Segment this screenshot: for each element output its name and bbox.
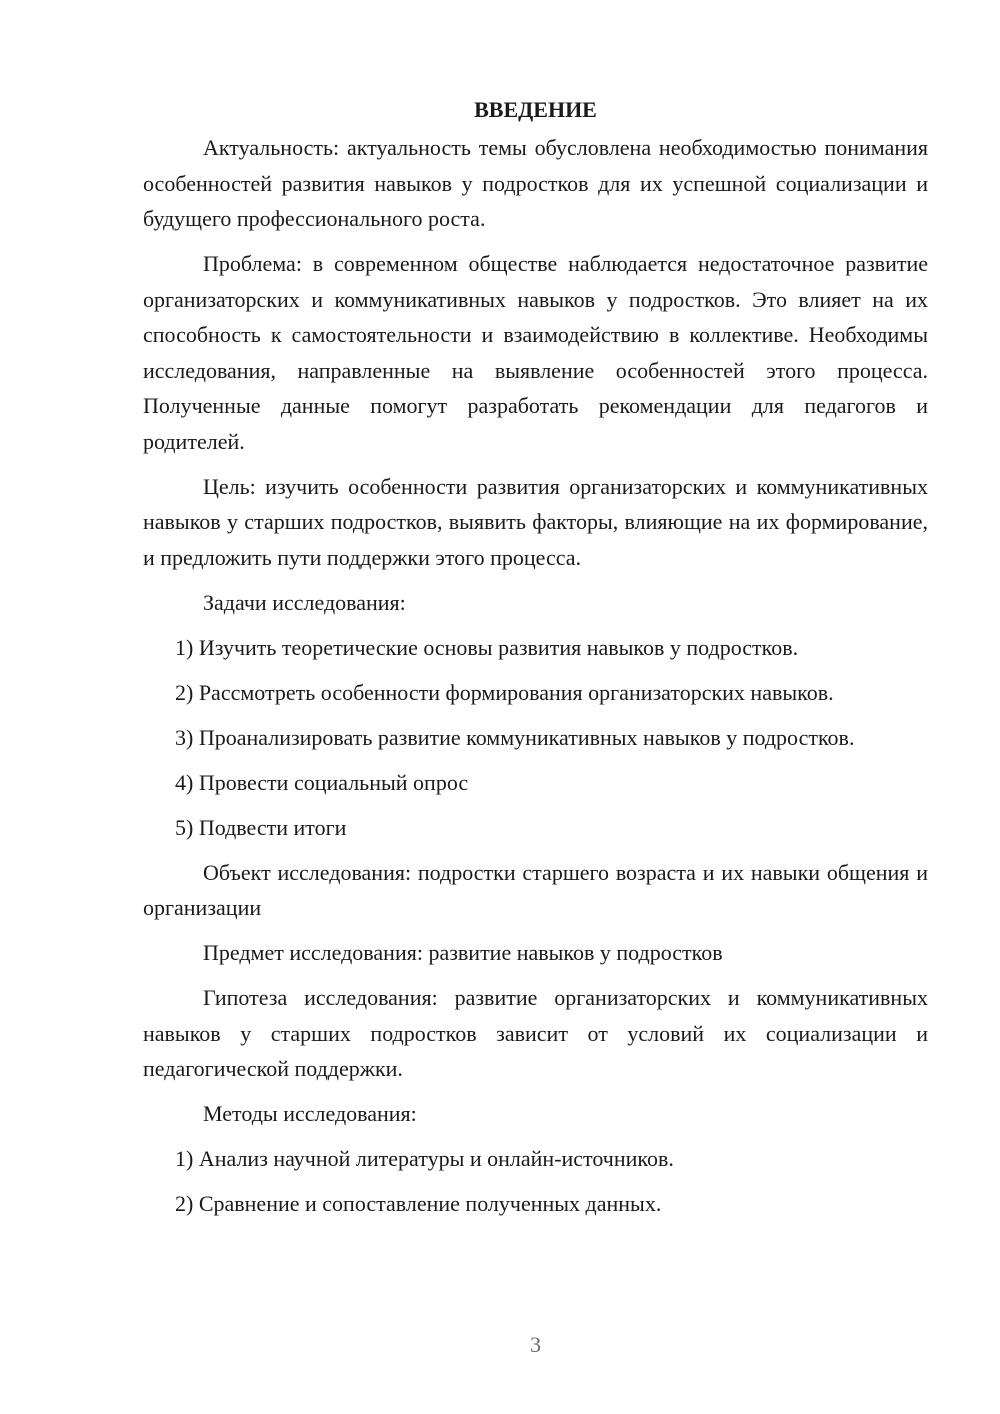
method-item-1: 1) Анализ научной литературы и онлайн-источников. [175, 1146, 674, 1171]
tasks-heading: Задачи исследования: [203, 589, 406, 615]
task-item-4: 4) Провести социальный опрос [175, 769, 469, 795]
method-item-2: 2) Сравнение и сопоставление полученных данных. [175, 1191, 662, 1216]
task-item-2: 2) Рассмотреть особенности формирования организаторских навыков. [175, 679, 834, 705]
page-number: 3 [530, 1332, 541, 1357]
task-item-3: 3) Проанализировать развитие коммуникативных навыков у подростков. [175, 724, 855, 750]
paragraph-object: Объект исследования: подростки старшего возраста и их навыки общения и организации [143, 859, 928, 920]
paragraph-subject: Предмет исследования: развитие навыков у подростков [203, 940, 723, 965]
page-body [143, 92, 928, 1231]
paragraph-problem: Проблема: в современном обществе наблюдается недостаточное развитие организаторских и коммуникативных навыков у подростков. Это влияет на их способность к самостоятельности и взаимодействию в коллективе. Необходимы исследования, направленные на выявление особенностей этого процесса. Полученные данные помогут разработать рекомендации для педагогов и родителей. [143, 251, 928, 454]
task-item-1: 1) Изучить теоретические основы развития навыков у подростков. [175, 634, 799, 660]
paragraph-hypothesis: Гипотеза исследования: развитие организаторских и коммуникативных навыков у старших подростков зависит от условий их социализации и педагогической поддержки. [143, 985, 928, 1081]
paragraph-goal: Цель: изучить особенности развития организаторских и коммуникативных навыков у старших подростков, выявить факторы, влияющие на их формирование, и предложить пути поддержки этого процесса. [143, 473, 928, 570]
paragraph-relevance: Актуальность: актуальность темы обусловлена необходимостью понимания особенностей развития навыков у подростков для их успешной социализации и будущего профессионального роста. [143, 135, 928, 231]
page-title: ВВЕДЕНИЕ [474, 97, 597, 122]
task-item-5: 5) Подвести итоги [175, 814, 347, 840]
methods-heading: Методы исследования: [203, 1101, 417, 1126]
